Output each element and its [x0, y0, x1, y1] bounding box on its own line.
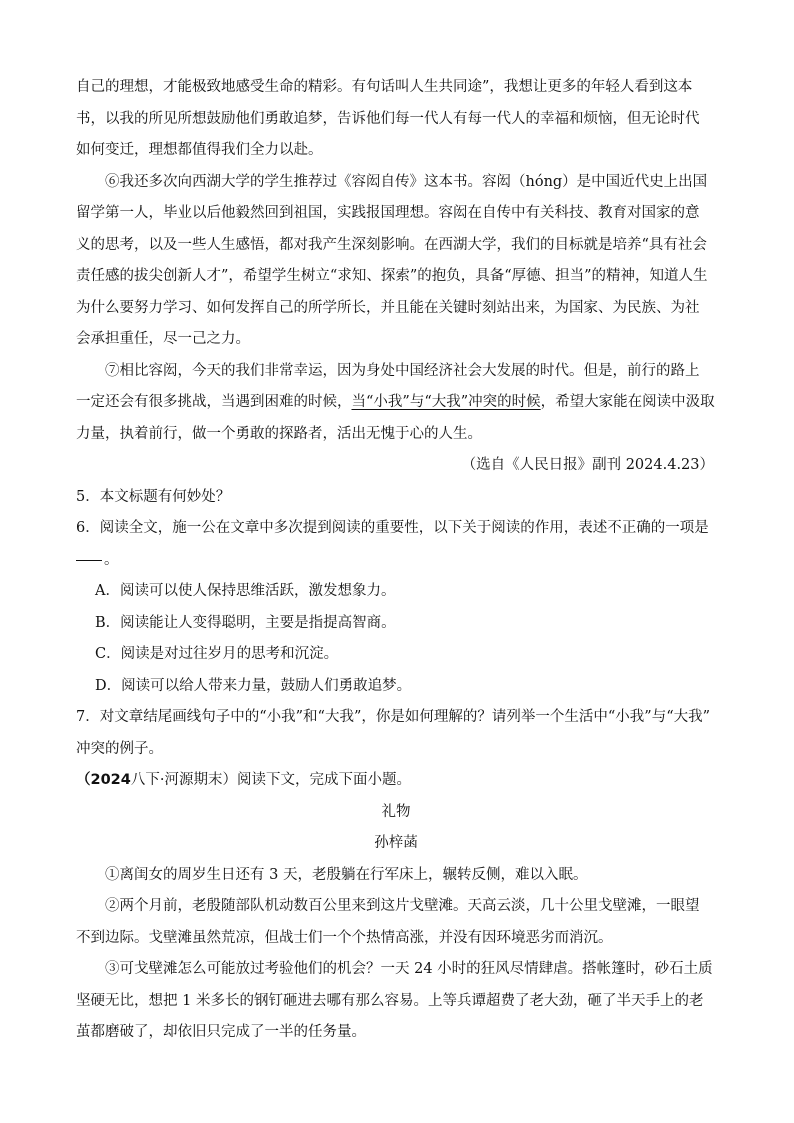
question-stem: 6．阅读全文，施一公在文章中多次提到阅读的重要性，以下关于阅读的作用，表述不正确的一项是 — [76, 520, 709, 536]
source-citation: （选自《人民日报》副刊 2024.4.23） — [461, 457, 714, 473]
question-5: 5．本文标题有何妙处？ — [76, 488, 231, 505]
option-b: B．阅读能让人变得聪明，主要是指提高智商。 — [95, 614, 396, 631]
text-line: 自己的理想，才能极致地感受生命的精彩。有句话叫人生共同途”，我想让更多的年轻人看到这本 — [76, 79, 693, 95]
paragraph-5-tail — [76, 72, 716, 167]
story-paragraph-3 — [76, 954, 716, 1049]
text-line: 留学第一人，毕业以后他毅然回到祖国，实践报国理想。容闳在自传中有关科技、教育对国家的意 — [76, 205, 700, 221]
option-d: D．阅读可以给人带来力量，鼓励人们勇敢追梦。 — [95, 677, 412, 694]
text-line: ②两个月前，老殷随部队机动数百公里来到这片戈壁滩。天高云淡，几十公里戈壁滩，一眼望 — [105, 898, 700, 914]
text-line: 会承担重任，尽一己之力。 — [76, 331, 250, 347]
text-line: 书，以我的所见所想鼓励他们勇敢追梦，告诉他们每一代人有每一代人的幸福和烦恼，但无论时代 — [76, 110, 700, 127]
option-a: A．阅读可以使人保持思维活跃，激发想象力。 — [95, 583, 396, 599]
text-line: ⑥我还多次向西湖大学的学生推荐过《容闳自传》这本书。容闳（hóng）是中国近代史上出国 — [105, 173, 708, 190]
answer-blank-line — [76, 545, 716, 577]
text-line: 茧都磨破了，却依旧只完成了一半的任务量。 — [76, 1024, 366, 1040]
text-line: 冲突的例子。 — [76, 740, 163, 757]
text-segment: ，希望大家能在阅读中汲取 — [540, 394, 715, 410]
text-segment: 一定还会有很多挑战，当遇到困难的时候， — [76, 394, 352, 410]
text-line: 如何变迁，理想都值得我们全力以赴。 — [76, 142, 323, 158]
paragraph-6 — [76, 167, 716, 356]
underlined-sentence: 当“小我”与“大我”冲突的时候 — [351, 394, 541, 410]
intro-year: （2024 — [76, 772, 131, 788]
story-paragraph-2 — [76, 891, 716, 954]
text-line: 责任感的拔尖创新人才”，希望学生树立“求知、探索”的抱负，具备“厚德、担当”的精神，知道人生 — [76, 268, 708, 284]
story-paragraph-1 — [76, 860, 716, 892]
option-c: C．阅读是对过往岁月的思考和沉淀。 — [95, 646, 339, 662]
text-line: 力量，执着前行，做一个勇敢的探路者，活出无愧于心的人生。 — [76, 425, 482, 442]
answer-blank[interactable] — [76, 559, 102, 561]
text-line: 义的思考，以及一些人生感悟，都对我产生深刻影响。在西湖大学，我们的目标就是培养“具有社会 — [76, 236, 707, 253]
question-6 — [76, 513, 716, 702]
story-author: 孙梓菡 — [374, 835, 418, 851]
section-intro — [76, 765, 716, 797]
text-line: 不到边际。戈壁滩虽然荒凉，但战士们一个个热情高涨，并没有因环境恶劣而消沉。 — [76, 929, 613, 946]
intro-text: 八下·河源期末）阅读下文，完成下面小题。 — [130, 772, 411, 788]
text-line: ③可戈壁滩怎么可能放过考验他们的机会？一天 24 小时的狂风尽情肆虐。搭帐篷时，砂石土质 — [105, 961, 713, 977]
text-line: 7．对文章结尾画线句子中的“小我”和“大我”，你是如何理解的？请列举一个生活中“小我”与“大我” — [76, 709, 711, 725]
text-line: ①离闺女的周岁生日还有 3 天，老殷躺在行军床上，辗转反侧，难以入眠。 — [105, 866, 588, 883]
text-line — [76, 387, 716, 419]
text-line: 为什么要努力学习、如何发挥自己的所学所长，并且能在关键时刻站出来，为国家、为民族、为社 — [76, 299, 700, 316]
text-line: ⑦相比容闳，今天的我们非常幸运，因为身处中国经济社会大发展的时代。但是，前行的路上 — [105, 362, 700, 379]
paragraph-7 — [76, 356, 716, 451]
stem-end: 。 — [104, 551, 119, 568]
document-page — [76, 72, 716, 1049]
text-line: 坚硬无比，想把 1 米多长的钢钉砸进去哪有那么容易。上等兵谭超费了老大劲，砸了半天手上的老 — [76, 992, 704, 1009]
story-title: 礼物 — [381, 803, 411, 820]
question-7 — [76, 702, 716, 765]
